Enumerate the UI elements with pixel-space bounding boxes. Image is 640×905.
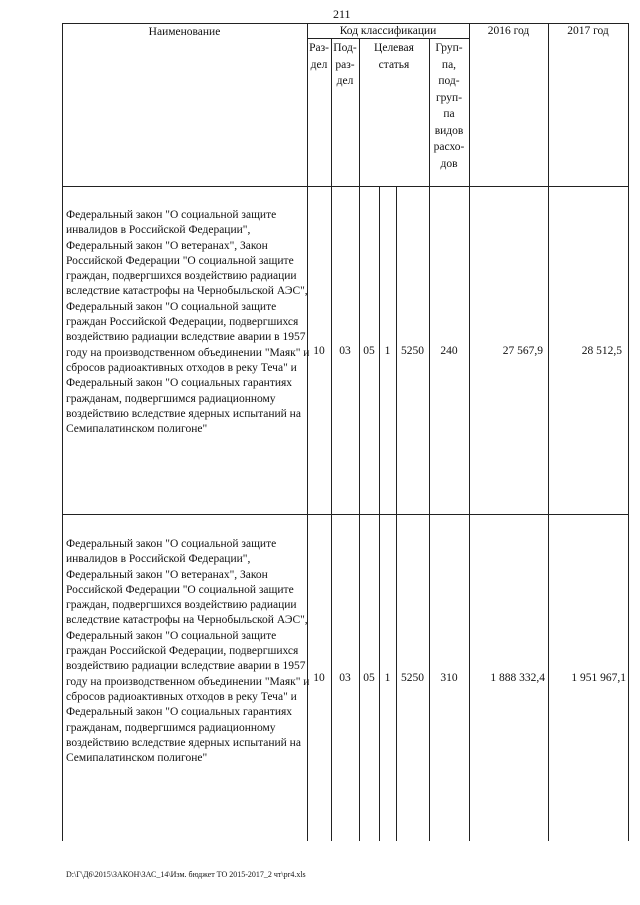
header-year-2016: 2016 год — [487, 25, 530, 37]
header-expense-group: Груп- па, под- груп- па видов расхо- дов — [433, 42, 465, 170]
row-2-target-part2: 1 — [384, 672, 391, 684]
row-1-value-2016: 27 567,9 — [502, 345, 543, 357]
table-left-border — [62, 23, 63, 841]
row-1-description: Федеральный закон "О социальной защите инвалидов в Российской Федерации", Федеральный закон "О ветеранах", Закон Российской Федерации "О социальной защите граждан, подвергшихся воздействию радиации вследствие катастрофы на Чернобыльской АЭС", Федеральный закон "О социальной защите граждан Российской Федерации, подвергшихся воздействию радиации вследствие аварии в 1957 году на производственном объединении "Маяк" и сбросов радиоактивных отходов в реку Теча" и Федеральный закон "О социальных гарантиях гражданам, подвергшимся радиационному воздействию вследствие ядерных испытаний на Семипалатинском полигоне" — [66, 209, 310, 436]
row-1-expense-group: 240 — [440, 345, 458, 357]
col-line-subsection — [359, 38, 360, 841]
row-2-subsection: 03 — [339, 672, 351, 684]
header-section: Раз- дел — [309, 42, 329, 71]
row-1-subsection: 03 — [339, 345, 351, 357]
header-bottom-border — [62, 186, 629, 187]
row-1-value-2017: 28 512,5 — [581, 345, 622, 357]
col-line-2016 — [548, 23, 549, 841]
row-2-target-part1: 05 — [363, 672, 375, 684]
page-number: 211 — [333, 7, 351, 21]
col-line-section — [331, 38, 332, 841]
header-subsection: Под- раз- дел — [333, 42, 357, 87]
row-1-target-part1: 05 — [363, 345, 375, 357]
col-line-ts1 — [379, 186, 380, 841]
row-2-target-part3: 5250 — [401, 672, 424, 684]
row-1-target-part3: 5250 — [401, 345, 424, 357]
header-name: Наименование — [148, 26, 221, 38]
row-2-description: Федеральный закон "О социальной защите инвалидов в Российской Федерации", Федеральный закон "О ветеранах", Закон Российской Федерации "О социальной защите граждан, подвергшихся воздействию радиации вследствие катастрофы на Чернобыльской АЭС", Федеральный закон "О социальной защите граждан Российской Федерации, подвергшихся воздействию радиации вследствие аварии в 1957 году на производственном объединении "Маяк" и сбросов радиоактивных отходов в реку Теча" и Федеральный закон "О социальных гарантиях гражданам, подвергшимся радиационному воздействию вследствие ядерных испытаний на Семипалатинском полигоне" — [66, 538, 310, 765]
table-right-border — [628, 23, 629, 841]
header-target-article: Целевая статья — [374, 42, 414, 71]
header-year-2017: 2017 год — [567, 25, 609, 37]
row-2-expense-group: 310 — [440, 672, 458, 684]
row-1-section: 10 — [313, 345, 325, 357]
row-2-section: 10 — [313, 672, 325, 684]
row-2-value-2016: 1 888 332,4 — [490, 672, 545, 684]
col-line-group — [469, 23, 470, 841]
row-2-value-2017: 1 951 967,1 — [571, 672, 626, 684]
row-divider — [62, 514, 629, 515]
row-1-target-part2: 1 — [384, 345, 391, 357]
footer-file-path: D:\Г\Д6\2015\ЗАКОН\ЗАС_14\Изм. бюджет ТО 2015-2017_2 чт\pr4.xls — [66, 870, 306, 879]
col-line-ts2 — [396, 186, 397, 841]
header-classification: Код классификации — [339, 25, 437, 37]
